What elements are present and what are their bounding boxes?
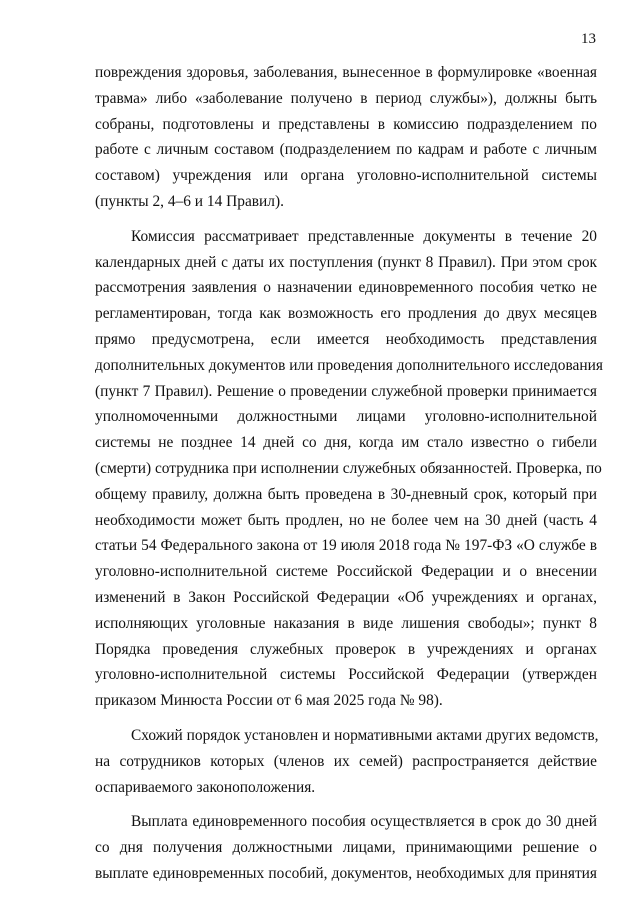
text-line: изменений в Закон Российской Федерации «Об учреждениях и органах, <box>95 588 597 606</box>
paragraph-4 <box>95 809 597 886</box>
text-line: (смерти) сотрудника при исполнении служебных обязанностей. Проверка, по <box>95 459 602 477</box>
text-line: регламентирован, тогда как возможность его продления до двух месяцев <box>95 305 597 323</box>
text-line: исполняющих уголовные наказания в виде лишения свободы»; пункт 8 <box>95 614 597 632</box>
text-line: прямо предусмотрена, если имеется необходимость представления <box>95 330 597 348</box>
text-line: дополнительных документов или проведения дополнительного исследования <box>95 356 603 374</box>
text-line: календарных дней с даты их поступления (пункт 8 Правил). При этом срок <box>95 253 597 271</box>
paragraph-3 <box>95 723 597 800</box>
text-line: рассмотрения заявления о назначении единовременного пособия четко не <box>95 279 597 297</box>
text-line: выплате единовременных пособий, документов, необходимых для принятия <box>95 864 597 882</box>
text-line: Выплата единовременного пособия осуществляется в срок до 30 дней <box>131 813 597 831</box>
text-line: составом) учреждения или органа уголовно-исполнительной системы <box>95 167 597 185</box>
text-line: уголовно-исполнительной системе Российской Федерации и о внесении <box>95 563 597 581</box>
text-line: травма» либо «заболевание получено в период службы»), должны быть <box>95 89 597 107</box>
body-text <box>95 60 603 887</box>
text-line: статьи 54 Федерального закона от 19 июля 2018 года № 197-ФЗ «О службе в <box>95 537 597 555</box>
text-line: Комиссия рассматривает представленные документы в течение 20 <box>131 227 597 245</box>
text-line: общему правилу, должна быть проведена в 30-дневный срок, который при <box>95 485 597 503</box>
text-line: уполномоченными должностными лицами уголовно-исполнительной <box>95 408 597 426</box>
text-line: работе с личным составом (подразделением по кадрам и работе с личным <box>95 141 597 159</box>
text-line: Схожий порядок установлен и нормативными актами других ведомств, <box>131 726 599 744</box>
paragraph-2 <box>95 224 603 714</box>
text-line: необходимости может быть продлен, но не более чем на 30 дней (часть 4 <box>95 511 597 529</box>
text-line: Порядка проведения служебных проверок в учреждениях и органах <box>95 640 597 658</box>
page-number: 13 <box>581 31 596 47</box>
text-line: повреждения здоровья, заболевания, вынесенное в формулировке «военная <box>95 64 597 81</box>
paragraph-1 <box>95 60 597 215</box>
text-line: на сотрудников которых (членов их семей) распространяется действие <box>95 752 597 770</box>
text-line: системы не позднее 14 дней со дня, когда им стало известно о гибели <box>95 434 597 452</box>
text-line: со дня получения должностными лицами, принимающими решение о <box>95 839 597 857</box>
text-line: уголовно-исполнительной системы Российской Федерации (утвержден <box>95 666 597 684</box>
text-line: приказом Минюста России от 6 мая 2025 года № 98). <box>95 692 443 710</box>
text-line: (пункт 7 Правил). Решение о проведении служебной проверки принимается <box>95 382 597 400</box>
text-line: оспариваемого законоположения. <box>95 778 316 796</box>
text-line: собраны, подготовлены и представлены в комиссию подразделением по <box>95 115 597 133</box>
text-line: (пункты 2, 4–6 и 14 Правил). <box>95 192 284 210</box>
